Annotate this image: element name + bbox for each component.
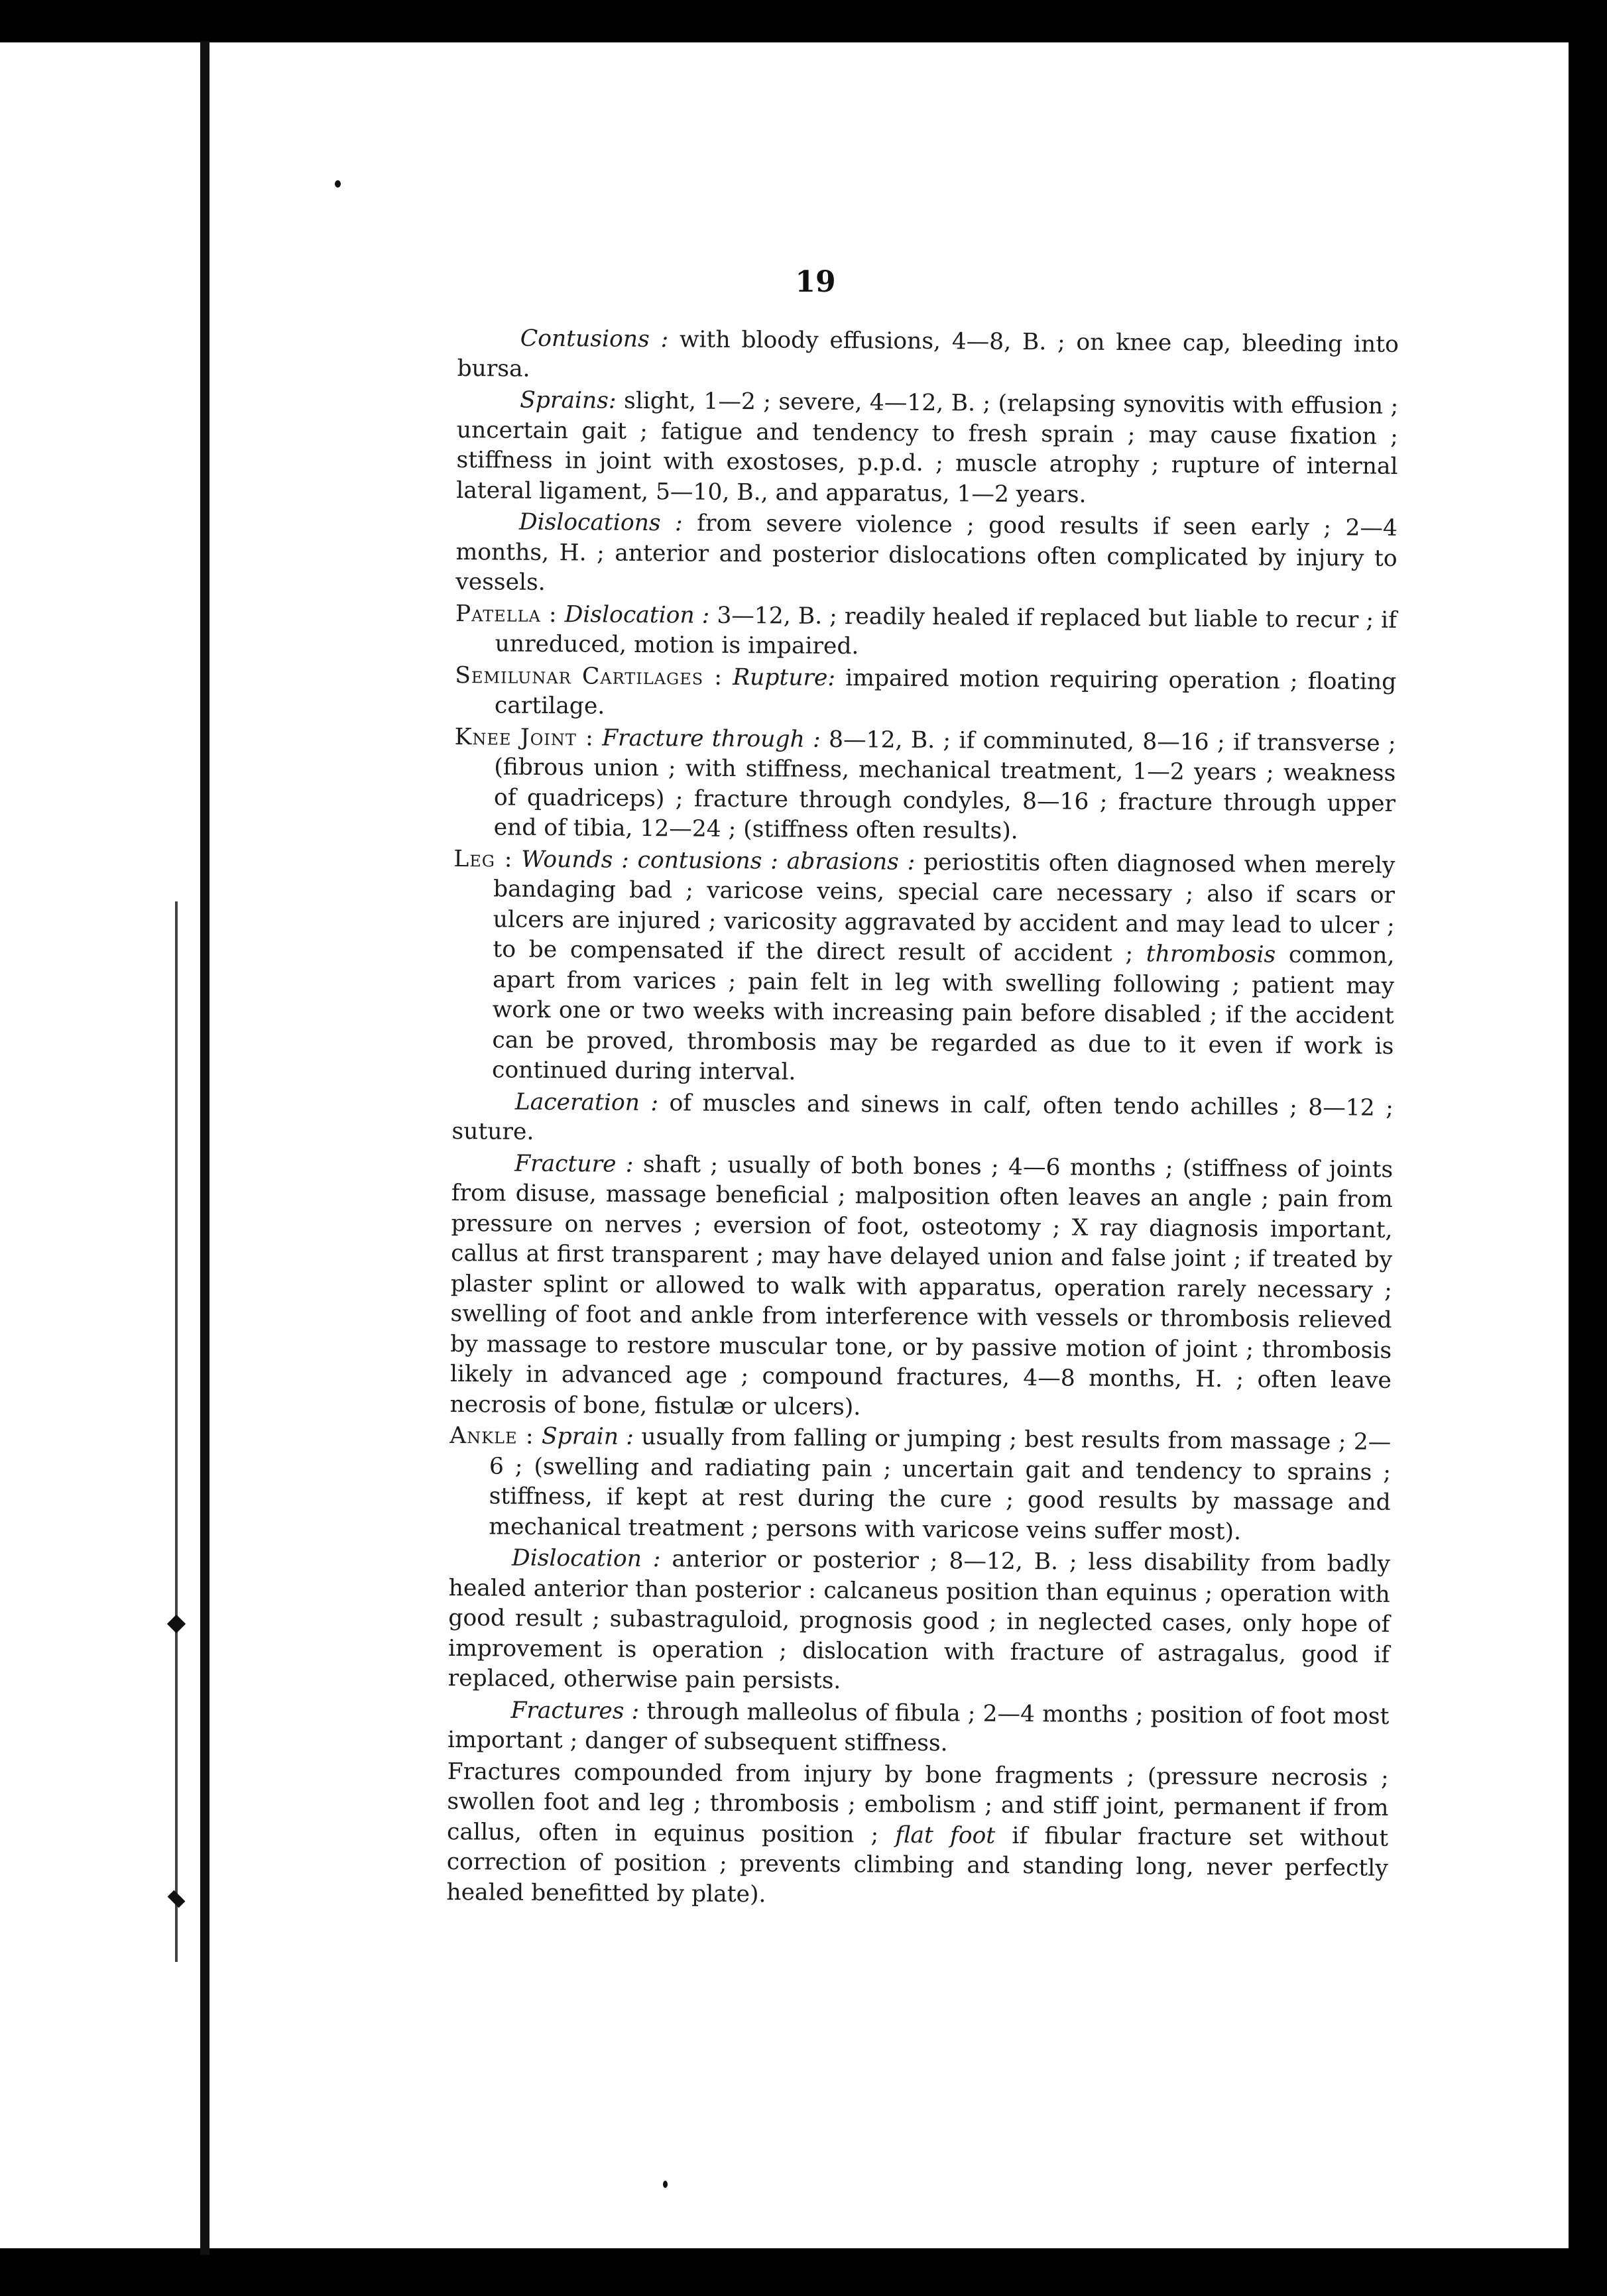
entry-text: shaft ; usually of both bones ; 4—6 months ; (stiffness of joints from disuse, massage beneficial ; malposition often leaves an angle ; pain from pressure on nerves ; eversion of foot, osteotomy ; X ray diagnosis important, callus at first transparent ; may have delayed union and false joint ; if treated by plaster splint or allowed to walk with apparatus, operation rarely necessary ; swelling of foot and ankle from interference with vessels or thrombosis relieved by massage to restore muscular tone, or by passive motion of joint ; thrombosis likely in advanced age ; compound fractures, 4—8 months, H. ; often leave necrosis of bone, fistulæ or ulcers). [449, 1151, 1394, 1420]
paragraph [448, 1543, 1391, 1700]
page-spine-line [200, 41, 209, 2255]
section-heading: Patella : [455, 600, 558, 628]
entry-text: usually from falling or jumping ; best results from massage ; 2—6 ; (swelling and radiating pain ; uncertain gait and tendency to sprains ; stiffness, if kept at rest during the cure ; good results by massage and mechanical treatment ; persons with varicose veins suffer most). [489, 1423, 1392, 1545]
entry-text: 8—12, B. ; if comminuted, 8—16 ; if transverse ; (fibrous union ; with stiffness, mechanical treatment, 1—2 years ; weakness of quadriceps) ; fracture through condyles, 8—16 ; fracture through upper end of tibia, 12—24 ; (stiffness often results). [493, 726, 1396, 844]
entry-text: 3—12, B. ; readily healed if replaced but liable to recur ; if unreduced, motion is impaired. [495, 602, 1398, 660]
scan-border-bottom [0, 2248, 1607, 2296]
paragraph [449, 1148, 1393, 1426]
entry-label: Dislocation : [564, 601, 710, 629]
entry-label: Contusions : [520, 325, 669, 353]
entry-text: of muscles and sinews in calf, often tendo achilles ; 8—12 ; suture. [451, 1089, 1394, 1145]
document-body [446, 323, 1399, 1916]
entry-label: Dislocations : [518, 508, 683, 537]
entry-label: flat foot [895, 1821, 996, 1849]
paragraph [455, 507, 1398, 604]
paragraph [454, 722, 1396, 849]
entry-label: Rupture: [733, 663, 836, 691]
paragraph [447, 1695, 1390, 1762]
page-number: 19 [795, 265, 836, 299]
paragraph [455, 599, 1397, 665]
paragraph [457, 323, 1399, 390]
section-heading: Knee Joint : [454, 723, 594, 751]
scan-speck [335, 180, 341, 188]
entry-text: through malleolus of fibula ; 2—4 months ; position of foot most important ; danger of subsequent stiffness. [447, 1697, 1390, 1757]
entry-text: Fractures compounded from injury by bone fragments ; (pressure necrosis ; swollen foot and leg ; thrombosis ; embolism ; and stiff joint, permanent if from callus, often in equinus position ; [446, 1758, 1389, 1848]
paragraph [451, 1086, 1394, 1153]
section-heading: Leg : [453, 845, 513, 873]
entry-text: from severe violence ; good results if seen early ; 2—4 months, H. ; anterior and posterior dislocations often complicated by injury to vessels. [455, 510, 1398, 596]
entry-text: with bloody effusions, 4—8, B. ; on knee cap, bleeding into bursa. [457, 326, 1399, 382]
entry-text: if fibular fracture set without correction of position ; prevents climbing and standing long, never perfectly healed benefitted by plate). [446, 1822, 1389, 1908]
scan-border-top [0, 0, 1607, 42]
entry-label: Fractures : [510, 1697, 640, 1725]
section-heading: Semilunar Cartilages : [455, 661, 723, 691]
paragraph [455, 660, 1397, 727]
section-heading: Ankle : [449, 1422, 534, 1450]
paragraph [446, 1756, 1389, 1914]
scan-border-right [1569, 0, 1607, 2296]
entry-label: thrombosis [1146, 941, 1276, 968]
entry-label: Fracture : [514, 1150, 634, 1178]
paragraph [452, 844, 1396, 1092]
entry-label: Sprains: [520, 386, 617, 414]
entry-label: Dislocation : [511, 1544, 661, 1573]
entry-label: Fracture through : [602, 724, 821, 753]
entry-text: impaired motion requiring operation ; floating cartilage. [494, 664, 1397, 720]
binding-notch [167, 1615, 186, 1633]
scan-speck [663, 2181, 668, 2188]
paragraph [456, 385, 1398, 512]
entry-text: periostitis often diagnosed when merely bandaging bad ; varicose veins, special care necessary ; also if scars or ulcers are injured ; varicosity aggravated by accident and may lead to ulcer ; to be compensated if the direct result of accident ; [493, 848, 1396, 968]
entry-text: slight, 1—2 ; severe, 4—12, B. ; (relapsing synovitis with effusion ; uncertain gait ; fatigue and tendency to fresh sprain ; may cause fixation ; stiffness in joint with exostoses, p.p.d. ; muscle atrophy ; rupture of internal lateral ligament, 5—10, B., and apparatus, 1—2 years. [456, 387, 1399, 508]
binding-shadow-line [175, 901, 178, 1962]
entry-label: Sprain : [541, 1422, 634, 1450]
entry-text: anterior or posterior ; 8—12, B. ; less disability from badly healed anterior than posterior : calcaneus position than equinus ; operation with good result ; subastraguloid, prognosis good ; in neglected cases, only hope of improvement is operation ; dislocation with fracture of astragalus, good if replaced, otherwise pain persists. [447, 1546, 1391, 1695]
binding-notch [168, 1890, 186, 1908]
entry-label: Laceration : [514, 1088, 659, 1116]
paragraph [449, 1421, 1391, 1548]
entry-text: common, apart from varices ; pain felt in leg with swelling following ; patient may work one or two weeks with increasing pain before disabled ; if the accident can be proved, thrombosis may be regarded as due to it even if work is continued during interval. [491, 941, 1395, 1086]
entry-label: Wounds : contusions : abrasions : [521, 846, 916, 876]
